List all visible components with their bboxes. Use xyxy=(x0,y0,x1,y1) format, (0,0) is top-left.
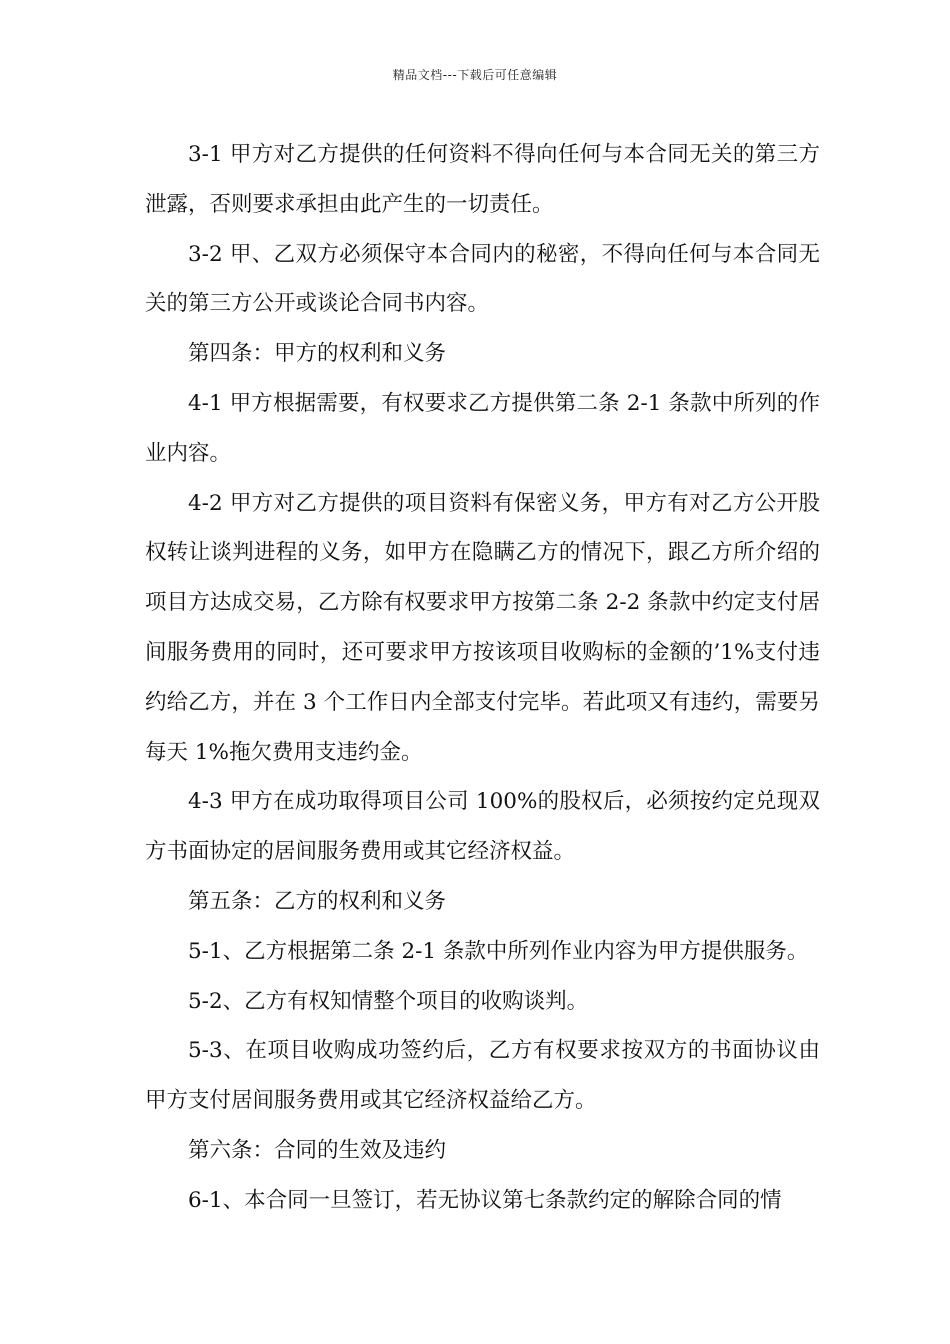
clause-4-2: 4-2 甲方对乙方提供的项目资料有保密义务，甲方有对乙方公开股权转让谈判进程的义务，如甲方在隐瞒乙方的情况下，跟乙方所介绍的项目方达成交易，乙方除有权要求甲方按第二条 2-2 条款中约定支付居间服务费用的同时，还可要求甲方按该项目收购标的金额的’1%支付违约给乙方，并在 3 个工作日内全部支付完毕。若此项又有违约，需要另每天 1%拖欠费用支违约金。 xyxy=(145,490,820,765)
page-header: 精品文档---下载后可任意编辑 xyxy=(392,68,558,82)
clause-5-2: 5-2、乙方有权知情整个项目的收购谈判。 xyxy=(188,988,589,1014)
clause-3-2: 3-2 甲、乙双方必须保守本合同内的秘密，不得向任何与本合同无关的第三方公开或谈论合同书内容。 xyxy=(145,241,820,317)
document-body xyxy=(145,130,820,1226)
clause-5-3: 5-3、在项目收购成功签约后，乙方有权要求按双方的书面协议由甲方支付居间服务费用或其它经济权益给乙方。 xyxy=(145,1038,820,1114)
clause-4-1: 4-1 甲方根据需要，有权要求乙方提供第二条 2-1 条款中所列的作业内容。 xyxy=(145,390,820,466)
clause-3-1: 3-1 甲方对乙方提供的任何资料不得向任何与本合同无关的第三方泄露，否则要求承担由此产生的一切责任。 xyxy=(145,142,820,217)
clause-6-1: 6-1、本合同一旦签订，若无协议第七条款约定的解除合同的情 xyxy=(188,1187,782,1213)
clause-5-1: 5-1、乙方根据第二条 2-1 条款中所列作业内容为甲方提供服务。 xyxy=(188,938,809,964)
article-5-heading: 第五条：乙方的权利和义务 xyxy=(188,888,447,914)
article-6-heading: 第六条：合同的生效及违约 xyxy=(188,1137,447,1163)
clause-4-3: 4-3 甲方在成功取得项目公司 100%的股权后，必须按约定兑现双方书面协定的居间服务费用或其它经济权益。 xyxy=(145,789,820,865)
article-4-heading: 第四条：甲方的权利和义务 xyxy=(188,341,447,367)
